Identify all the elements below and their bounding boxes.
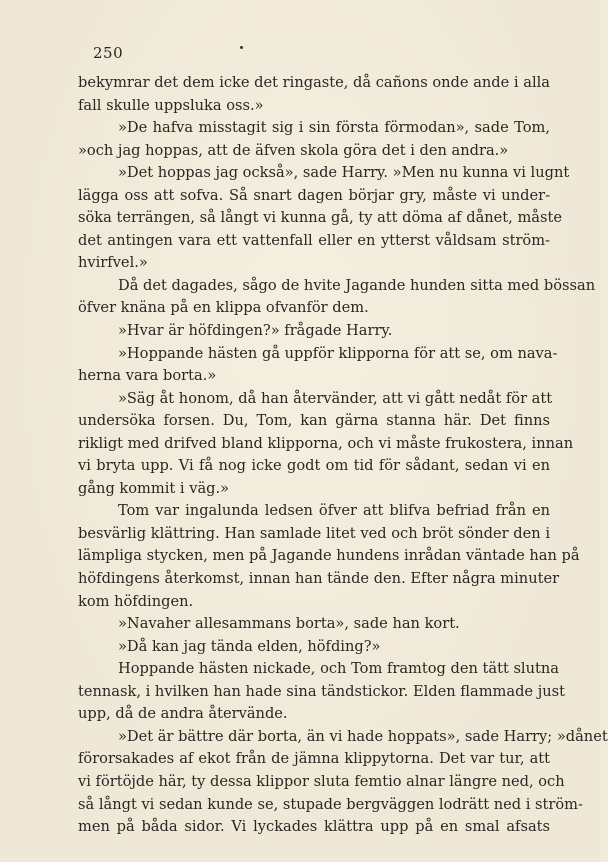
text-line: lägga oss att sofva. Så snart dagen börjar gry, måste vi under- bbox=[78, 186, 550, 204]
text-line: »Hoppande hästen gå uppför klipporna för att se, om nava- bbox=[118, 344, 558, 362]
text-line: »De hafva misstagit sig i sin första förmodan», sade Tom, bbox=[118, 119, 550, 137]
text-line: förorsakades af ekot från de jämna klippytorna. Det var tur, att bbox=[78, 750, 550, 768]
text-line: »Navaher allesammans borta», sade han kort. bbox=[118, 615, 460, 633]
text-line: rikligt med drifved bland klipporna, och vi måste frukostera, innan bbox=[78, 434, 574, 452]
text-line: kom höfdingen. bbox=[78, 592, 194, 610]
page-number: 250 bbox=[93, 44, 124, 62]
text-line: hvirfvel.» bbox=[78, 254, 148, 272]
text-line: så långt vi sedan kunde se, stupade bergväggen lodrätt ned i ström- bbox=[78, 795, 583, 813]
text-line: tennask, i hvilken han hade sina tändstickor. Elden flammade just bbox=[78, 682, 565, 700]
text-line: upp, då de andra återvände. bbox=[78, 705, 288, 723]
text-line: bekymrar det dem icke det ringaste, då cañons onde ande i alla bbox=[78, 74, 550, 91]
text-line: undersöka forsen. Du, Tom, kan gärna stanna här. Det finns bbox=[78, 412, 550, 430]
text-line: det antingen vara ett vattenfall eller en ytterst våldsam ström- bbox=[78, 231, 550, 249]
text-line: »och jag hoppas, att de äfven skola göra det i den andra.» bbox=[78, 141, 509, 159]
text-line: »Det hoppas jag också», sade Harry. »Men nu kunna vi lugnt bbox=[118, 164, 570, 182]
text-line: söka terrängen, så långt vi kunna gå, ty att döma af dånet, måste bbox=[78, 209, 562, 227]
text-line: lämpliga stycken, men på Jagande hundens inrådan väntade han på bbox=[78, 547, 580, 565]
text-line: fall skulle uppsluka oss.» bbox=[78, 96, 264, 114]
text-line: höfdingens återkomst, innan han tände den. Efter några minuter bbox=[78, 570, 560, 588]
text-line: herna vara borta.» bbox=[78, 367, 217, 385]
text-line: vi förtöjde här, ty dessa klippor sluta femtio alnar längre ned, och bbox=[78, 772, 565, 790]
text-line: men på båda sidor. Vi lyckades klättra upp på en smal afsats bbox=[78, 818, 550, 836]
text-line: »Säg åt honom, då han återvänder, att vi gått nedåt för att bbox=[118, 389, 553, 407]
ink-speck bbox=[240, 46, 243, 49]
text-line: Hoppande hästen nickade, och Tom framtog den tätt slutna bbox=[118, 660, 559, 678]
text-line: gång kommit i väg.» bbox=[78, 479, 230, 497]
text-line: vi bryta upp. Vi få nog icke godt om tid för sådant, sedan vi en bbox=[78, 457, 550, 475]
body-text bbox=[78, 72, 608, 839]
text-line: Då det dagades, sågo de hvite Jagande hunden sitta med bössan bbox=[118, 276, 596, 294]
text-line: »Det är bättre där borta, än vi hade hoppats», sade Harry; »dånet bbox=[118, 727, 608, 745]
text-line: öfver knäna på en klippa ofvanför dem. bbox=[78, 299, 369, 317]
text-line: »Hvar är höfdingen?» frågade Harry. bbox=[118, 322, 393, 340]
text-line: Tom var ingalunda ledsen öfver att blifva befriad från en bbox=[118, 502, 550, 520]
text-line: besvärlig klättring. Han samlade litet ved och bröt sönder den i bbox=[78, 524, 550, 542]
text-line: »Då kan jag tända elden, höfding?» bbox=[118, 637, 381, 655]
